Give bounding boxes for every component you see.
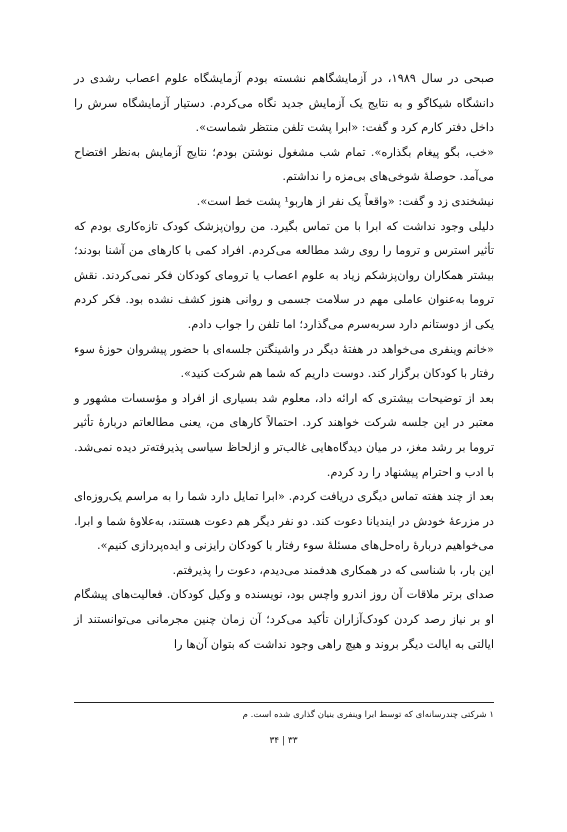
footnote-divider [74,702,494,703]
paragraph-2: «خب، بگو پیغام بگذاره». تمام شب مشغول نوشتن بودم؛ نتایج آزمایش به‌نظر افتضاح می‌آمد. حوصلهٔ شوخی‌های بی‌مزه را نداشتم. [74,144,494,184]
page-number: ۳۳ | ۳۴ [269,736,298,746]
paragraph-9: صدای برتر ملاقات آن روز اندرو واچس بود، نویسنده و وکیل کودکان. فعالیت‌های پیشگام او بر نیاز رصد کردن کودک‌آزاران تأکید می‌کرد؛ آن زمان چنین مجرمانی می‌توانستند از ایالتی به ایالت دیگر بروند و هیچ راهی وجود نداشت که بتوان آن‌ها را [74,587,494,651]
footnote: ۱ شرکتی چندرسانه‌ای که توسط ابرا وینفری بنیان گذاری شده است. م [242,710,494,720]
paragraph-4: دلیلی وجود نداشت که ابرا با من تماس بگیرد. من روان‌پزشک کودک تازه‌کاری بودم که تأثیر استرس و تروما را روی رشد مطالعه می‌کردم. افراد کمی با کارهای من آشنا بودند؛ بیشتر همکاران روان‌پزشکم زیاد به علوم اعصاب یا ترومای کودکان فکر نمی‌کردند. نقش تروما به‌عنوان عاملی مهم در سلامت جسمی و روانی هنوز کشف نشده بود. فکر کردم یکی از دوستانم دارد سربه‌سرم می‌گذارد؛ اما تلفن را جواب دادم. [74,218,494,331]
paragraph-1: صبحی در سال ۱۹۸۹، در آزمایشگاهم نشسته بودم آزمایشگاه علوم اعصاب رشدی در دانشگاه شیکاگو و به نتایج یک آزمایش جدید نگاه می‌کردم. دستیار آزمایشگاه سرش را داخل دفتر کارم کرد و گفت: «ابرا پشت تلفن منتظر شماست». [74,71,494,135]
paragraph-7: بعد از چند هفته تماس دیگری دریافت کردم. «ابرا تمایل دارد شما را به مراسم یک‌روزه‌ای در مزرعهٔ خودش در ایندیانا دعوت کند. دو نفر دیگر هم دعوت هستند، به‌علاوهٔ شما و ابرا. می‌خواهیم دربارهٔ راه‌حل‌های مسئلهٔ سوء رفتار با کودکان رایزنی و ایده‌پردازی کنیم». [74,489,494,553]
body-text [74,66,494,656]
paragraph-8: این بار، با شناسی که در همکاری هدفمند می‌دیدم، دعوت را پذیرفتم. [172,562,494,577]
paragraph-6: بعد از توضیحات بیشتری که ارائه داد، معلوم شد بسیاری از افراد و مؤسسات مشهور و معتبر در این جلسه شرکت خواهند کرد. احتمالاً کارهای من، یعنی مطالعاتم دربارهٔ تأثیر تروما بر رشد مغز، در میان دیدگاه‌هایی غالب‌تر و ازلحاظ سیاسی پذیرفته‌تر دیده نمی‌شد. با ادب و احترام پیشنهاد را رد کردم. [74,390,494,479]
paragraph-3: نیشخندی زد و گفت: «واقعاً یک نفر از هاربو¹ پشت خط است». [196,193,494,208]
paragraph-5: «خانم وینفری می‌خواهد در هفتهٔ دیگر در واشینگتن جلسه‌ای با حضور پیشروان حوزهٔ سوء رفتار با کودکان برگزار کند. دوست داریم که شما هم شرکت کنید». [74,341,494,381]
